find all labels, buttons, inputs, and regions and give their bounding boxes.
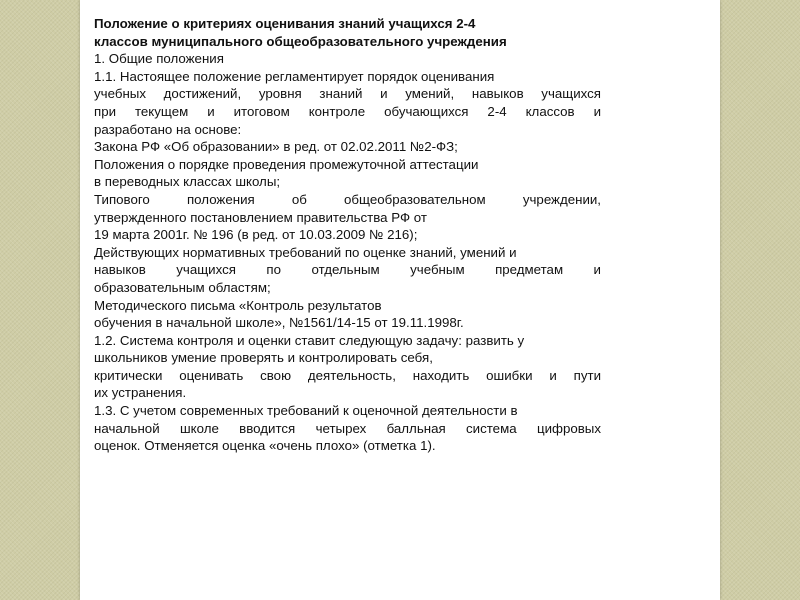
document-title-line-2: классов муниципального общеобразовательного учреждения [94, 33, 507, 49]
text-line: в переводных классах школы; [94, 174, 281, 190]
text-line: их устранения. [94, 385, 187, 401]
text-line: обучения в начальной школе», №1561/14-15 от 19.11.1998г. [94, 315, 464, 331]
document-body [94, 15, 601, 455]
text-line: Положения о порядке проведения промежуточной аттестации [94, 156, 479, 172]
text-line: учебных достижений, уровня знаний и умений, навыков учащихся [94, 86, 601, 102]
document-title-line-1: Положение о критериях оценивания знаний учащихся 2-4 [94, 16, 476, 31]
text-line: 1.3. С учетом современных требований к оценочной деятельности в [94, 403, 518, 419]
section-heading: 1. Общие положения [94, 51, 224, 67]
slide-card [80, 0, 720, 600]
text-line: 1.1. Настоящее положение регламентирует порядок оценивания [94, 68, 495, 84]
text-line: Методического письма «Контроль результатов [94, 297, 382, 313]
text-line: утвержденного постановлением правительства РФ от [94, 209, 427, 225]
text-line: 1.2. Система контроля и оценки ставит следующую задачу: развить у [94, 332, 525, 348]
text-line: образовательным областям; [94, 279, 271, 295]
text-line: навыков учащихся по отдельным учебным предметам и [94, 262, 601, 278]
text-line: школьников умение проверять и контролировать себя, [94, 350, 433, 366]
text-line: оценок. Отменяется оценка «очень плохо» (отметка 1). [94, 438, 436, 454]
text-line: Типового положения об общеобразовательном учреждении, [94, 191, 601, 207]
text-line: Действующих нормативных требований по оценке знаний, умений и [94, 244, 517, 260]
text-line: критически оценивать свою деятельность, находить ошибки и пути [94, 367, 601, 383]
text-line: разработано на основе: [94, 121, 242, 137]
text-line: Закона РФ «Об образовании» в ред. от 02.02.2011 №2-ФЗ; [94, 139, 458, 155]
text-line: 19 марта 2001г. № 196 (в ред. от 10.03.2009 № 216); [94, 227, 418, 243]
text-line: начальной школе вводится четырех балльная система цифровых [94, 420, 601, 436]
text-line: при текущем и итоговом контроле обучающихся 2-4 классов и [94, 103, 601, 119]
